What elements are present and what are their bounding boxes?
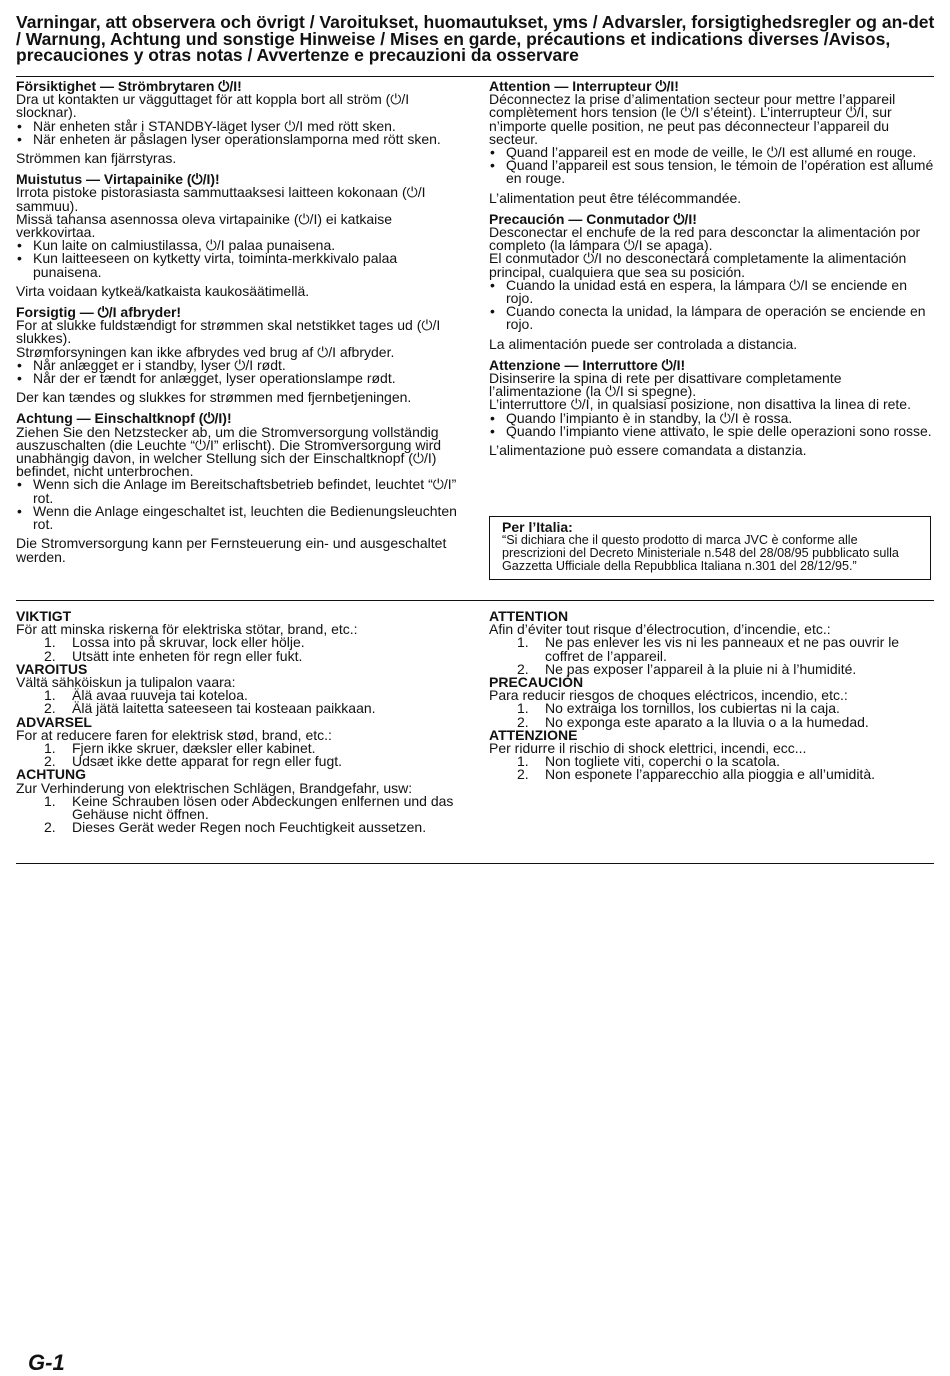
numbered-item [489, 768, 935, 781]
italy-notice-text: “Si dichiara che il questo prodotto di marca JVC è conforme alle prescrizioni del Decreto Ministeriale n.548 del 28/08/95 pubblicato sulla Gazzetta Ufficiale della Repubblica Italiana n.301 del 28/12/95.” [502, 533, 899, 573]
section-note: Virta voidaan kytkeä/katkaista kaukosäätimellä. [16, 282, 310, 299]
section-heading: Försiktighet — Strömbrytaren ⏻/I! [16, 78, 242, 94]
item-text: No exponga este aparato a la lluvia o a la humedad. [545, 713, 869, 730]
warning-heading: ADVARSEL [16, 713, 92, 730]
item-text: Fjern ikke skruer, dæksler eller kabinet. [72, 740, 316, 757]
warning-block [489, 676, 935, 729]
item-number: 2. [44, 819, 56, 836]
section-text: Desconectar el enchufe de la red para desconctar la alimentación por completo (la lámpara ⏻/I se apaga). [489, 224, 921, 254]
warning-intro: Afin d’éviter tout risque d’électrocution, d’incendie, etc.: [489, 621, 831, 638]
caution-section [489, 210, 935, 352]
item-text: Non esponete l’apparecchio alla pioggia e all’umidità. [545, 766, 875, 783]
item-text: Non togliete viti, coperchi o la scatola. [545, 753, 781, 770]
caution-section [16, 306, 464, 404]
item-text: Lossa into på skruvar, lock eller hölje. [72, 634, 305, 651]
warning-intro: Per ridurre il rischio di shock elettrici, incendi, ecc... [489, 740, 807, 757]
numbered-item [489, 636, 935, 662]
warning-block [16, 768, 464, 834]
item-number: 1. [44, 792, 56, 809]
item-number: 2. [44, 700, 56, 717]
item-number: 1. [517, 753, 529, 770]
bullet-item: • När enheten står i STANDBY-läget lyser ⏻/I med rött sken. [16, 120, 464, 133]
numbered-item [489, 713, 935, 730]
bullet-item: • Quando l’impianto viene attivato, le spie delle operazioni sono rosse. [489, 425, 935, 438]
bullet-item: • Wenn die Anlage eingeschaltet ist, leuchten die Bedienungsleuchten rot. [16, 505, 464, 531]
top-divider [16, 76, 934, 77]
warning-intro: För att minska riskerna för elektriska stötar, brand, etc.: [16, 621, 358, 638]
warning-heading: ATTENZIONE [489, 726, 578, 743]
section-note: Der kan tændes og slukkes for strømmen med fjernbetjeningen. [16, 389, 412, 406]
bullet-item: • Cuando la unidad está en espera, la lámpara ⏻/I se enciende en rojo. [489, 279, 935, 305]
item-number: 1. [44, 634, 56, 651]
bullet-item: • Cuando conecta la unidad, la lámpara de operación se enciende en rojo. [489, 305, 935, 331]
page-title: Varningar, att observera och övrigt / Varoitukset, huomautukset, yms / Advarsler, forsigtighedsregler og an-det / Warnung, Achtung und sonstige Hinweise / Mises en garde, précautions et indications diverses /Avisos, precauciones y otras notas / Avvertenze e precauzioni da osservare [16, 12, 935, 65]
item-text: Utsätt inte enheten för regn eller fukt. [72, 647, 303, 664]
section-heading: Muistutus — Virtapainike (⏻/I)! [16, 171, 220, 188]
item-text: Ne pas exposer l’appareil à la pluie ni à l’humidité. [545, 660, 857, 677]
item-text: Udsæt ikke dette apparat for regn eller fugt. [72, 753, 343, 770]
section-text: Disinserire la spina di rete per disattivare completamente l’alimentazione (la ⏻/I si spegne). [489, 370, 842, 400]
numbered-item [16, 702, 464, 715]
warning-block [16, 713, 464, 770]
numbered-item [16, 792, 464, 823]
item-number: 2. [44, 647, 56, 664]
section-heading: Achtung — Einschaltknopf (⏻/I)! [16, 410, 232, 427]
warning-heading: PRECAUCIÓN [489, 674, 584, 691]
numbered-item [16, 821, 464, 834]
item-number: 1. [517, 634, 529, 651]
section-text: For at slukke fuldstændigt for strømmen skal netstikket tages ud (⏻/I slukkes). [16, 317, 441, 347]
item-number: 2. [517, 713, 529, 730]
section-text: Déconnectez la prise d’alimentation secteur pour mettre l’appareil complètement hors tension (le ⏻/I s’éteint). L’interrupteur ⏻/I, sur n’importe quelle position, ne peut pas déconnecteur l’appareil du secteur. [489, 91, 896, 147]
item-number: 1. [44, 740, 56, 757]
item-text: Keine Schrauben lösen oder Abdeckungen enlfernen und das Gehäuse nicht öffnen. [72, 792, 454, 823]
section-note: La alimentación puede ser controlada a distancia. [489, 335, 798, 352]
warning-heading: ACHTUNG [16, 766, 86, 783]
warning-heading: VIKTIGT [16, 608, 72, 624]
italy-notice-heading: Per l’Italia: [502, 519, 573, 535]
section-text: El conmutador ⏻/I no desconectará completamente la alimentación principal, cualquiera que sea su posición. [489, 250, 907, 280]
item-number: 2. [517, 660, 529, 677]
item-text: Dieses Gerät weder Regen noch Feuchtigkeit aussetzen. [72, 819, 427, 836]
item-number: 2. [517, 766, 529, 783]
warning-heading: VAROITUS [16, 660, 88, 677]
warning-block [16, 660, 464, 717]
bullet-item: • Wenn sich die Anlage im Bereitschaftsbetrieb befindet, leuchtet “⏻/I” rot. [16, 478, 464, 504]
numbered-item [489, 660, 935, 677]
bullet-item: • Når anlægget er i standby, lyser ⏻/I rødt. [16, 359, 464, 372]
middle-divider [16, 600, 934, 601]
section-heading: Attenzione — Interruttore ⏻/I! [489, 356, 686, 373]
power-caution-left-column [16, 80, 464, 572]
section-heading: Attention — Interrupteur ⏻/I! [489, 78, 679, 94]
bullet-item: • Quand l’appareil est en mode de veille, le ⏻/I est allumé en rouge. [489, 146, 935, 159]
section-text: Strømforsyningen kan ikke afbrydes ved brug af ⏻/I afbryder. [16, 343, 395, 360]
bullet-item: • Kun laitteeseen on kytketty virta, toiminta-merkkivalo palaa punaisena. [16, 252, 464, 278]
bottom-divider [16, 863, 934, 864]
numbered-item [16, 755, 464, 768]
warning-intro: Para reducir riesgos de choques eléctricos, incendio, etc.: [489, 687, 848, 704]
bullet-item: • Kun laite on calmiustilassa, ⏻/I palaa punaisena. [16, 239, 464, 252]
page-number: G-1 [28, 1350, 65, 1375]
section-text: Dra ut kontakten ur vägguttaget för att koppla bort all ström (⏻/I slocknar). [16, 91, 410, 121]
item-text: Älä avaa ruuveja tai koteloa. [72, 687, 248, 704]
section-text: Ziehen Sie den Netzstecker ab, um die Stromversorgung vollständig auszuschalten (die Leuchte “⏻/I” erlischt). Die Stromversorgung wird unabhängig davon, in welcher Stellung sich der Einschaltknopf (⏻/I) befindet, nicht unterbrochen. [16, 423, 442, 480]
section-heading: Forsigtig — ⏻/I afbryder! [16, 304, 182, 321]
section-text: Missä tahansa asennossa oleva virtapainike (⏻/I) ei katkaise verkkovirtaa. [16, 210, 393, 241]
section-note: L’alimentazione può essere comandata a distanzia. [489, 442, 807, 459]
section-text: Irrota pistoke pistorasiasta sammuttaaksesi laitteen kokonaan (⏻/I sammuu). [16, 184, 426, 214]
section-note: Strömmen kan fjärrstyras. [16, 150, 177, 167]
power-caution-right-column [489, 80, 935, 465]
numbered-item [16, 647, 464, 664]
caution-section [16, 173, 464, 298]
item-text: No extraiga los tornillos, los cubiertas ni la caja. [545, 700, 840, 717]
warning-heading: ATTENTION [489, 608, 569, 624]
bullet-item: • Quand l’appareil est sous tension, le témoin de l’opération est allumé en rouge. [489, 159, 935, 185]
item-text: Älä jätä laitetta sateeseen tai kosteaan paikkaan. [72, 700, 376, 717]
section-note: L’alimentation peut être télécommandée. [489, 189, 742, 206]
section-text: L’interruttore ⏻/I, in qualsiasi posizione, non disattiva la linea di rete. [489, 396, 911, 413]
item-text: Ne pas enlever les vis ni les panneaux et ne pas ouvrir le coffret de l’appareil. [545, 634, 900, 664]
warning-block [489, 610, 935, 676]
warnings-left-column [16, 610, 464, 834]
section-heading: Precaución — Conmutador ⏻/I! [489, 210, 697, 227]
warning-intro: Zur Verhinderung von elektrischen Schlägen, Brandgefahr, usw: [16, 779, 413, 796]
caution-section [489, 80, 935, 205]
bullet-item: • När enheten är påslagen lyser operationslamporna med rött sken. [16, 133, 464, 146]
item-number: 1. [44, 687, 56, 704]
warnings-right-column [489, 610, 935, 782]
bullet-item: • Når der er tændt for anlægget, lyser operationslampe rødt. [16, 372, 464, 385]
warning-block [489, 726, 935, 783]
bullet-item: • Quando l’impianto è in standby, la ⏻/I è rossa. [489, 412, 935, 425]
item-number: 2. [44, 753, 56, 770]
italy-notice-box [489, 516, 931, 580]
caution-section [16, 80, 464, 165]
warning-intro: Vältä sähköiskun ja tulipalon vaara: [16, 674, 236, 691]
section-note: Die Stromversorgung kann per Fernsteuerung ein- und ausgeschaltet werden. [16, 535, 447, 565]
warning-intro: For at reducere faren for elektrisk stød, brand, etc.: [16, 726, 332, 743]
caution-section [489, 356, 935, 459]
item-number: 1. [517, 700, 529, 717]
warning-block [16, 610, 464, 663]
caution-section [16, 412, 464, 563]
